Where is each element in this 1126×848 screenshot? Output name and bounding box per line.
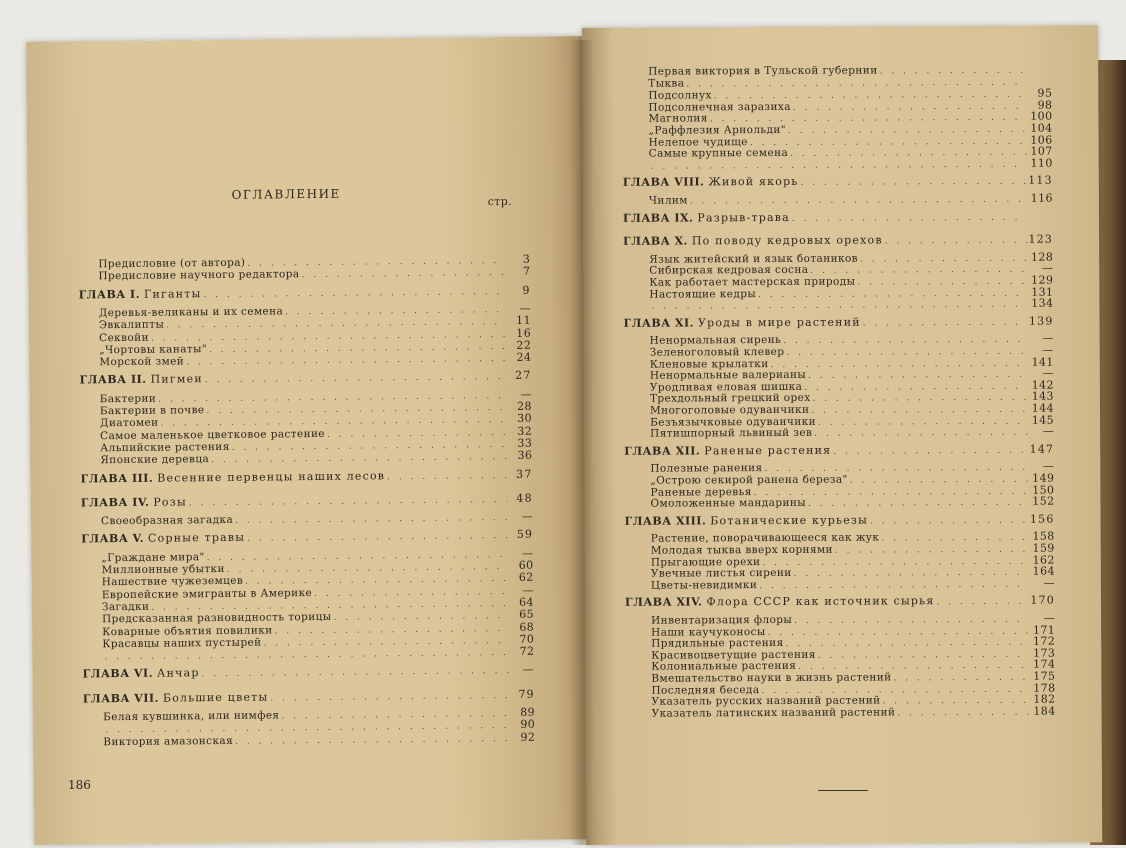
page-ref: 174 xyxy=(1029,658,1055,671)
toc-chapter-row xyxy=(623,233,1053,250)
entry-title: Многоголовые одуванчики xyxy=(650,404,811,418)
page-ref: 48 xyxy=(507,492,533,505)
page-ref: 22 xyxy=(505,339,531,352)
chapter-title: Живой якорь xyxy=(708,175,800,188)
page-ref: — xyxy=(505,302,531,315)
page-ref: — xyxy=(507,546,533,559)
entry-title: „Острою секирой ранена береза" xyxy=(650,474,849,488)
page-ref: — xyxy=(506,387,532,400)
entry-title: Деревья-великаны и их семена xyxy=(99,305,285,320)
leader-dots xyxy=(885,235,1027,249)
page-ref: 152 xyxy=(1028,495,1054,508)
page-ref: 104 xyxy=(1026,122,1052,135)
page-ref: 9 xyxy=(505,283,531,296)
page-ref: 37 xyxy=(506,467,532,480)
leader-dots xyxy=(936,596,1029,609)
chapter-label: ГЛАВА V. xyxy=(81,532,148,546)
entry-title: „Граждане мира" xyxy=(101,551,206,565)
leader-dots xyxy=(800,176,1026,190)
leader-dots xyxy=(792,211,1027,225)
entry-title: „Раффлезия Арнольди" xyxy=(649,124,789,138)
entry-title: Колониальные растения xyxy=(651,660,798,674)
chapter-title: Весенние первенцы наших лесов xyxy=(157,469,387,484)
chapter-label: ГЛАВА II. xyxy=(79,373,150,387)
entry-title: Ненормальные валерианы xyxy=(650,369,808,383)
entry-title: Красавцы наших пустырей xyxy=(102,636,263,651)
leader-dots xyxy=(870,514,1029,528)
entry-title: Альпийские растения xyxy=(100,441,232,455)
page-ref: — xyxy=(1028,344,1054,357)
entry-title: Настоящие кедры xyxy=(649,288,758,302)
chapter-label: ГЛАВА VI. xyxy=(83,667,158,681)
page-ref: 92 xyxy=(509,730,535,743)
page-ref: — xyxy=(1029,576,1055,589)
chapter-title: Сорные травы xyxy=(148,531,247,545)
entry-title: Вмешательство науки в жизнь растений xyxy=(651,671,893,685)
entry-title: Цветы-невидимки xyxy=(651,579,759,593)
page-ref: 106 xyxy=(1027,133,1053,146)
entry-title: Красивоцветущие растения xyxy=(651,649,818,663)
entry-title: Тыква xyxy=(648,77,686,90)
chapter-title: Раненые растения xyxy=(704,443,833,457)
page-ref: 159 xyxy=(1029,542,1055,555)
page-ref: 98 xyxy=(1026,98,1052,111)
page-ref: 178 xyxy=(1029,681,1055,694)
chapter-label: ГЛАВА XI. xyxy=(624,316,698,329)
page-ref: 72 xyxy=(508,645,534,658)
entry-title: Как работает мастерская природы xyxy=(649,276,857,290)
entry-title: Самые крупные семена xyxy=(649,147,791,161)
page-ref: 27 xyxy=(505,369,531,382)
entry-title: Бактерии xyxy=(100,392,159,406)
page-ref: 36 xyxy=(506,449,532,462)
chapter-label: ГЛАВА VII. xyxy=(83,691,163,705)
toc-chapter-row xyxy=(624,314,1054,331)
entry-title: Первая виктория в Тульской губернии xyxy=(648,64,879,78)
leader-dots xyxy=(651,158,1027,173)
page-ref: 175 xyxy=(1029,670,1055,683)
page-ref: 90 xyxy=(509,718,535,731)
toc-entry-row xyxy=(650,425,1054,442)
page-ref: 24 xyxy=(505,351,531,364)
entry-title: Нашествие чужеземцев xyxy=(102,575,246,590)
chapter-label: ГЛАВА IX. xyxy=(623,211,697,224)
entry-title: Эвкалипты xyxy=(99,319,166,333)
page-ref: 89 xyxy=(509,706,535,719)
entry-title: Кленовые крылатки xyxy=(650,358,771,372)
page-ref: — xyxy=(1029,612,1055,625)
page-ref: 95 xyxy=(1026,87,1052,100)
entry-title: Предсказанная разновидность торицы xyxy=(102,611,334,626)
chapter-title: Пигмеи xyxy=(150,373,204,387)
entry-title: Предисловие научного редактора xyxy=(98,268,301,283)
entry-title: Подсолнух xyxy=(648,89,714,102)
page-ref: 139 xyxy=(1028,314,1054,327)
entry-title: Бактерии в почве xyxy=(100,404,207,418)
toc-entry-row xyxy=(651,576,1055,593)
entry-title: Безъязычковые одуванчики xyxy=(650,415,818,429)
leader-dots xyxy=(814,427,1028,441)
toc-entry-row xyxy=(649,192,1053,209)
page-ref: 3 xyxy=(504,253,530,266)
entry-title: Морской змей xyxy=(99,355,186,369)
page-ref: 123 xyxy=(1027,233,1053,246)
page-ref: 173 xyxy=(1029,646,1055,659)
entry-title: Чилим xyxy=(649,194,690,207)
entry-title: Зеленоголовый клевер xyxy=(650,346,787,360)
page-ref: 142 xyxy=(1028,378,1054,391)
chapter-title: Большие цветы xyxy=(163,690,271,704)
page-ref: 134 xyxy=(1027,297,1053,310)
entry-title: Загадки xyxy=(102,601,152,615)
entry-title: Инвентаризация флоры xyxy=(651,614,794,628)
leader-dots xyxy=(897,706,1029,720)
chapter-title: Гиганты xyxy=(144,287,204,301)
entry-title: Пятишпорный львиный зев xyxy=(650,427,814,441)
entry-title: Подсолнечная заразиха xyxy=(648,101,793,115)
entry-title: Прядильные растения xyxy=(651,637,785,651)
page-ref: 184 xyxy=(1030,704,1056,717)
entry-title: Магнолия xyxy=(648,113,709,126)
page-ref: — xyxy=(1028,367,1054,380)
page-ref: — xyxy=(509,663,535,676)
toc-entry-row xyxy=(652,704,1056,721)
page-number: 186 xyxy=(68,778,91,792)
page-ref: — xyxy=(1028,332,1054,345)
leader-dots xyxy=(808,497,1029,511)
entry-title: Белая кувшинка, или нимфея xyxy=(103,709,281,724)
entry-title: Виктория амазонская xyxy=(103,734,235,748)
toc-entry-row xyxy=(650,495,1054,512)
page-ref: 145 xyxy=(1028,413,1054,426)
page-ref: 164 xyxy=(1029,565,1055,578)
toc-chapter-row xyxy=(623,174,1053,191)
chapter-label: ГЛАВА XII. xyxy=(624,444,704,457)
chapter-title: Ботанические курьезы xyxy=(710,513,870,527)
leader-dots xyxy=(690,194,1027,209)
page-ref: 59 xyxy=(507,528,533,541)
page-ref: 143 xyxy=(1028,390,1054,403)
chapter-title: Уроды в мире растений xyxy=(698,315,863,329)
entry-title: Самое маленькое цветковое растение xyxy=(100,427,327,442)
page-ref: 11 xyxy=(505,314,531,327)
chapter-title: Анчар xyxy=(157,667,202,680)
page-ref: 116 xyxy=(1027,192,1053,205)
page-column-header: стр. xyxy=(488,195,513,208)
page-ref: 32 xyxy=(506,424,532,437)
page-ref: — xyxy=(1028,460,1054,473)
entry-title: Молодая тыква вверх корнями xyxy=(651,544,835,558)
page-ref: 110 xyxy=(1027,156,1053,169)
chapter-label: ГЛАВА XIII. xyxy=(625,514,711,527)
page-ref: 113 xyxy=(1027,174,1053,187)
entry-title: Указатель русских названий растений xyxy=(651,695,882,709)
page-ref: 156 xyxy=(1029,512,1055,525)
entry-title: Полезные ранения xyxy=(650,462,764,476)
page-ref: 147 xyxy=(1028,442,1054,455)
page-ref: 68 xyxy=(508,620,534,633)
page-ref: 129 xyxy=(1027,274,1053,287)
toc-chapter-row xyxy=(625,594,1055,611)
page-ref: 150 xyxy=(1028,483,1054,496)
entry-title: „Чортовы канаты" xyxy=(99,343,209,357)
page-ref: 79 xyxy=(509,687,535,700)
chapter-label: ГЛАВА I. xyxy=(79,287,144,301)
page-ref: 128 xyxy=(1027,250,1053,263)
page-ref: 28 xyxy=(506,400,532,413)
page-ref: 62 xyxy=(508,571,534,584)
chapter-label: ГЛАВА III. xyxy=(81,471,158,485)
toc-chapter-row xyxy=(623,209,1053,226)
page-ref: 65 xyxy=(508,608,534,621)
page-ref: 182 xyxy=(1029,693,1055,706)
entry-title: Предисловие (от автора) xyxy=(98,257,247,272)
entry-title: Растение, поворачивающееся как жук xyxy=(651,532,882,546)
page-ref: — xyxy=(508,583,534,596)
entry-title: Последняя беседа xyxy=(651,684,761,698)
page-ref: 64 xyxy=(508,596,534,609)
entry-title: Ненормальная сирень xyxy=(650,334,784,348)
entry-title: Своеобразная загадка xyxy=(101,514,235,528)
page-ref: 60 xyxy=(507,559,533,572)
chapter-label: ГЛАВА XIV. xyxy=(625,596,707,609)
page-ref: 30 xyxy=(506,412,532,425)
page-ref: 149 xyxy=(1028,472,1054,485)
entry-title: Коварные объятия повилики xyxy=(102,624,275,639)
page-title: ОГЛАВЛЕНИЕ xyxy=(232,187,341,202)
page-ref: 162 xyxy=(1029,553,1055,566)
entry-title: Сибирская кедровая сосна xyxy=(649,264,810,278)
page-ref: 172 xyxy=(1029,635,1055,648)
page-ref: 70 xyxy=(508,633,534,646)
page-ref: 141 xyxy=(1028,355,1054,368)
end-rule xyxy=(818,790,868,791)
leader-dots xyxy=(651,299,1027,314)
page-ref: — xyxy=(1028,425,1054,438)
toc-entry-row xyxy=(649,156,1053,173)
entry-title: Миллионные убытки xyxy=(101,563,226,577)
page-ref: 33 xyxy=(506,437,532,450)
entry-title: Увечные листья сирени xyxy=(651,567,794,581)
entry-title: Прыгающие орехи xyxy=(651,556,763,570)
leader-dots xyxy=(833,444,1028,458)
entry-title: Трехдольный грецкий орех xyxy=(650,392,813,406)
entry-title: Указатель латинских названий растений xyxy=(652,706,898,720)
entry-title: Язык житейский и язык ботаников xyxy=(649,252,860,266)
chapter-title: Разрыв-трава xyxy=(697,210,792,223)
entry-title: Нелепое чудище xyxy=(649,136,750,150)
entry-title: Диатомеи xyxy=(100,417,161,431)
toc-chapter-row xyxy=(625,512,1055,529)
entry-title: Уродливая еловая шишка xyxy=(650,381,804,395)
page-ref: — xyxy=(1027,262,1053,275)
leader-dots xyxy=(759,578,1029,592)
entry-title: Омоложенные мандарины xyxy=(650,497,808,511)
page-ref: — xyxy=(507,510,533,523)
entry-title: Раненые деревья xyxy=(650,486,753,500)
chapter-label: ГЛАВА IV. xyxy=(81,495,154,509)
chapter-label: ГЛАВА X. xyxy=(623,235,692,248)
page-ref: 100 xyxy=(1026,110,1052,123)
entry-title: Японские деревца xyxy=(100,453,211,467)
chapter-title: Розы xyxy=(153,495,189,508)
entry-title: Секвойи xyxy=(99,331,151,345)
page-ref: 107 xyxy=(1027,145,1053,158)
page-ref: 7 xyxy=(504,265,530,278)
page-ref: 16 xyxy=(505,326,531,339)
page-ref: 144 xyxy=(1028,402,1054,415)
toc-chapter-row xyxy=(624,442,1054,459)
page-ref: 170 xyxy=(1029,594,1055,607)
entry-title: Европейские эмигранты в Америке xyxy=(102,587,314,602)
chapter-title: Флора СССР как источник сырья xyxy=(706,595,936,609)
chapter-label: ГЛАВА VIII. xyxy=(623,176,709,189)
chapter-title: По поводу кедровых орехов xyxy=(692,234,885,248)
page-ref: 131 xyxy=(1027,285,1053,298)
page-ref: 158 xyxy=(1029,530,1055,543)
page-ref: 171 xyxy=(1029,623,1055,636)
leader-dots xyxy=(863,316,1028,330)
entry-title: Наши каучуконосы xyxy=(651,626,768,640)
toc-entry-row xyxy=(649,297,1053,314)
